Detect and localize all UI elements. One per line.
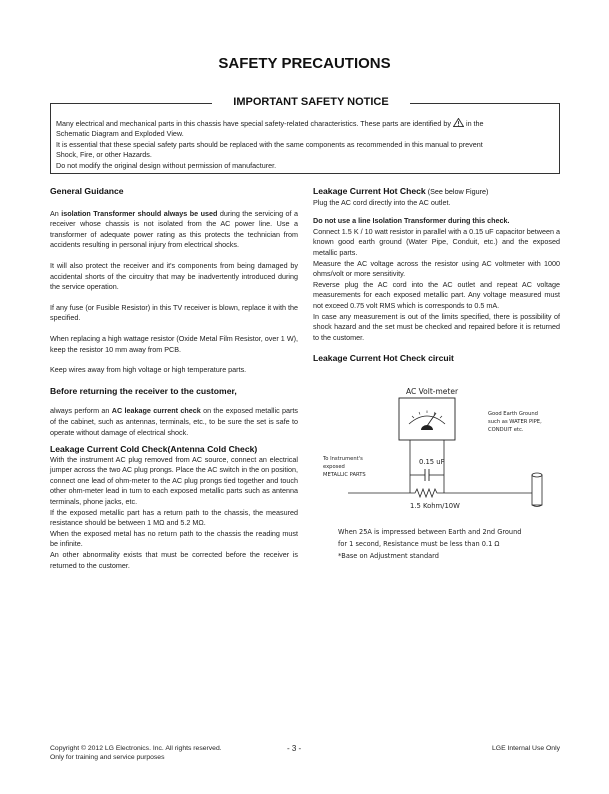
resistor-label: 1.5 Kohm/10W bbox=[410, 502, 460, 510]
footer-left bbox=[50, 744, 222, 762]
circuit-heading: Leakage Current Hot Check circuit bbox=[313, 353, 454, 364]
ground-label-3: CONDUIT etc. bbox=[488, 427, 524, 433]
ground-label-1: Good Earth Ground bbox=[488, 411, 538, 417]
notice-line-3: It is essential that these special safety parts should be replaced with the same components as recommended in this manual to prevent bbox=[56, 139, 483, 149]
hot-check-paragraph-1: Plug the AC cord directly into the AC outlet. bbox=[313, 197, 451, 207]
voltmeter-label: AC Volt-meter bbox=[406, 387, 459, 396]
hot-check-heading: Leakage Current Hot Check (See below Figure) bbox=[313, 186, 489, 196]
instrument-label-1: To Instrument's bbox=[323, 456, 363, 462]
page-number: - 3 - bbox=[287, 744, 302, 753]
leakage-check-paragraph: always perform an AC leakage current check on the exposed metallic parts of the cabinet, such as antennas, terminals, etc., to be sure the set is safe to operate without damage of electrical shock. bbox=[50, 406, 298, 437]
notice-heading: IMPORTANT SAFETY NOTICE bbox=[233, 96, 389, 108]
cold-check-paragraph-3: When the exposed metal has no return path to the chassis the reading must be infinite. bbox=[50, 528, 298, 549]
safety-notice-header bbox=[50, 96, 560, 110]
before-returning-heading: Before returning the receiver to the customer, bbox=[50, 385, 237, 396]
instrument-label-3: METALLIC PARTS bbox=[323, 472, 366, 478]
protection-paragraph: It will also protect the receiver and it's components from being damaged by accidental shorts of the circuitry that may be inadvertently introduced during the service operation. bbox=[50, 260, 298, 292]
notice-line-5: Do not modify the original design without permission of manufacturer. bbox=[56, 160, 277, 170]
footer-copyright: Copyright © 2012 LG Electronics. Inc. All rights reserved. bbox=[50, 745, 222, 752]
cold-check-paragraph-1: With the instrument AC plug removed from AC source, connect an electrical jumper across the two AC plug prongs. Place the AC switch in the on position, connect one lead of ohm-meter to the AC plug prongs tied together and touch other ohm-meter lead in turn to each exposed metallic parts such as antenna terminals, phone jacks, etc. bbox=[50, 454, 298, 507]
notice-header-rule-left bbox=[50, 103, 212, 104]
notice-line-4: Shock, Fire, or other Hazards. bbox=[56, 150, 152, 160]
notice-line-2: Schematic Diagram and Exploded View. bbox=[56, 129, 184, 139]
capacitor-label: 0.15 uF bbox=[419, 458, 445, 466]
hot-check-circuit-diagram bbox=[320, 380, 560, 570]
hot-check-paragraph-5: In case any measurement is out of the limits specified, there is possibility of shock hazard and the set must be checked and repaired before it is returned to the customer. bbox=[313, 311, 560, 342]
left-column bbox=[50, 186, 298, 571]
circuit-note-2: for 1 second, Resistance must be less than 0.1 Ω bbox=[338, 540, 500, 548]
circuit-note-1: When 25A is impressed between Earth and 2nd Ground bbox=[338, 528, 522, 536]
circuit-note-3: *Base on Adjustment standard bbox=[338, 552, 439, 560]
cold-check-paragraph-2: If the exposed metallic part has a return path to the chassis, the measured resistance should be between 1 MΩ and 5.2 MΩ. bbox=[50, 507, 298, 528]
resistor-zigzag bbox=[410, 489, 444, 497]
cold-check-heading: Leakage Current Cold Check(Antenna Cold Check) bbox=[50, 444, 258, 455]
resistor-paragraph: When replacing a high wattage resistor (Oxide Metal Film Resistor, over 1 W), keep the resistor 10 mm away from PCB. bbox=[50, 333, 298, 354]
fuse-paragraph: If any fuse (or Fusible Resistor) in this TV receiver is blown, replace it with the specified. bbox=[50, 302, 298, 323]
hot-check-paragraph-2: Connect 1.5 K / 10 watt resistor in parallel with a 0.15 uF capacitor between a known good earth ground (Water Pipe, Conduit, etc.) and the exposed metallic parts. bbox=[313, 226, 560, 257]
circuit-svg bbox=[320, 380, 560, 570]
general-guidance-heading: General Guidance bbox=[50, 186, 124, 196]
page-title: SAFETY PRECAUTIONS bbox=[218, 55, 391, 72]
hot-check-warning: Do not use a line Isolation Transformer during this check. bbox=[313, 216, 510, 226]
right-column bbox=[313, 186, 560, 364]
voltmeter-body bbox=[399, 398, 455, 440]
footer-training: Only for training and service purposes bbox=[50, 754, 165, 761]
hot-check-paragraph-4: Reverse plug the AC cord into the AC outlet and repeat AC voltage measurements for each exposed metallic part. Any voltage measured must not exceed 0.75 volt RMS which is corresponds to 0.5 mA. bbox=[313, 279, 560, 310]
notice-header-rule-right bbox=[410, 103, 560, 104]
footer-internal: LGE Internal Use Only bbox=[492, 745, 560, 752]
isolation-transformer-paragraph: An isolation Transformer should always be used during the servicing of a receiver whose chassis is not isolated from the AC power line. Use a transformer of adequate power rating as this protects the technician from accidents resulting in personal injury from electrical shocks. bbox=[50, 208, 299, 250]
hot-check-paragraph-3: Measure the AC voltage across the resistor using AC voltmeter with 1000 ohms/volt or more sensitivity. bbox=[313, 258, 560, 279]
ground-label-2: such as WATER PIPE, bbox=[488, 419, 542, 425]
cold-check-paragraph-4: An other abnormality exists that must be corrected before the receiver is returned to the customer. bbox=[50, 550, 298, 570]
instrument-label-2: exposed bbox=[323, 464, 345, 470]
notice-line-1: Many electrical and mechanical parts in this chassis have special safety-related characteristics. These parts are identified by in the bbox=[56, 119, 484, 128]
wires-paragraph: Keep wires away from high voltage or high temperature parts. bbox=[50, 365, 247, 375]
warning-triangle-icon bbox=[453, 118, 464, 127]
water-pipe bbox=[532, 475, 542, 505]
notice-body bbox=[56, 118, 556, 171]
